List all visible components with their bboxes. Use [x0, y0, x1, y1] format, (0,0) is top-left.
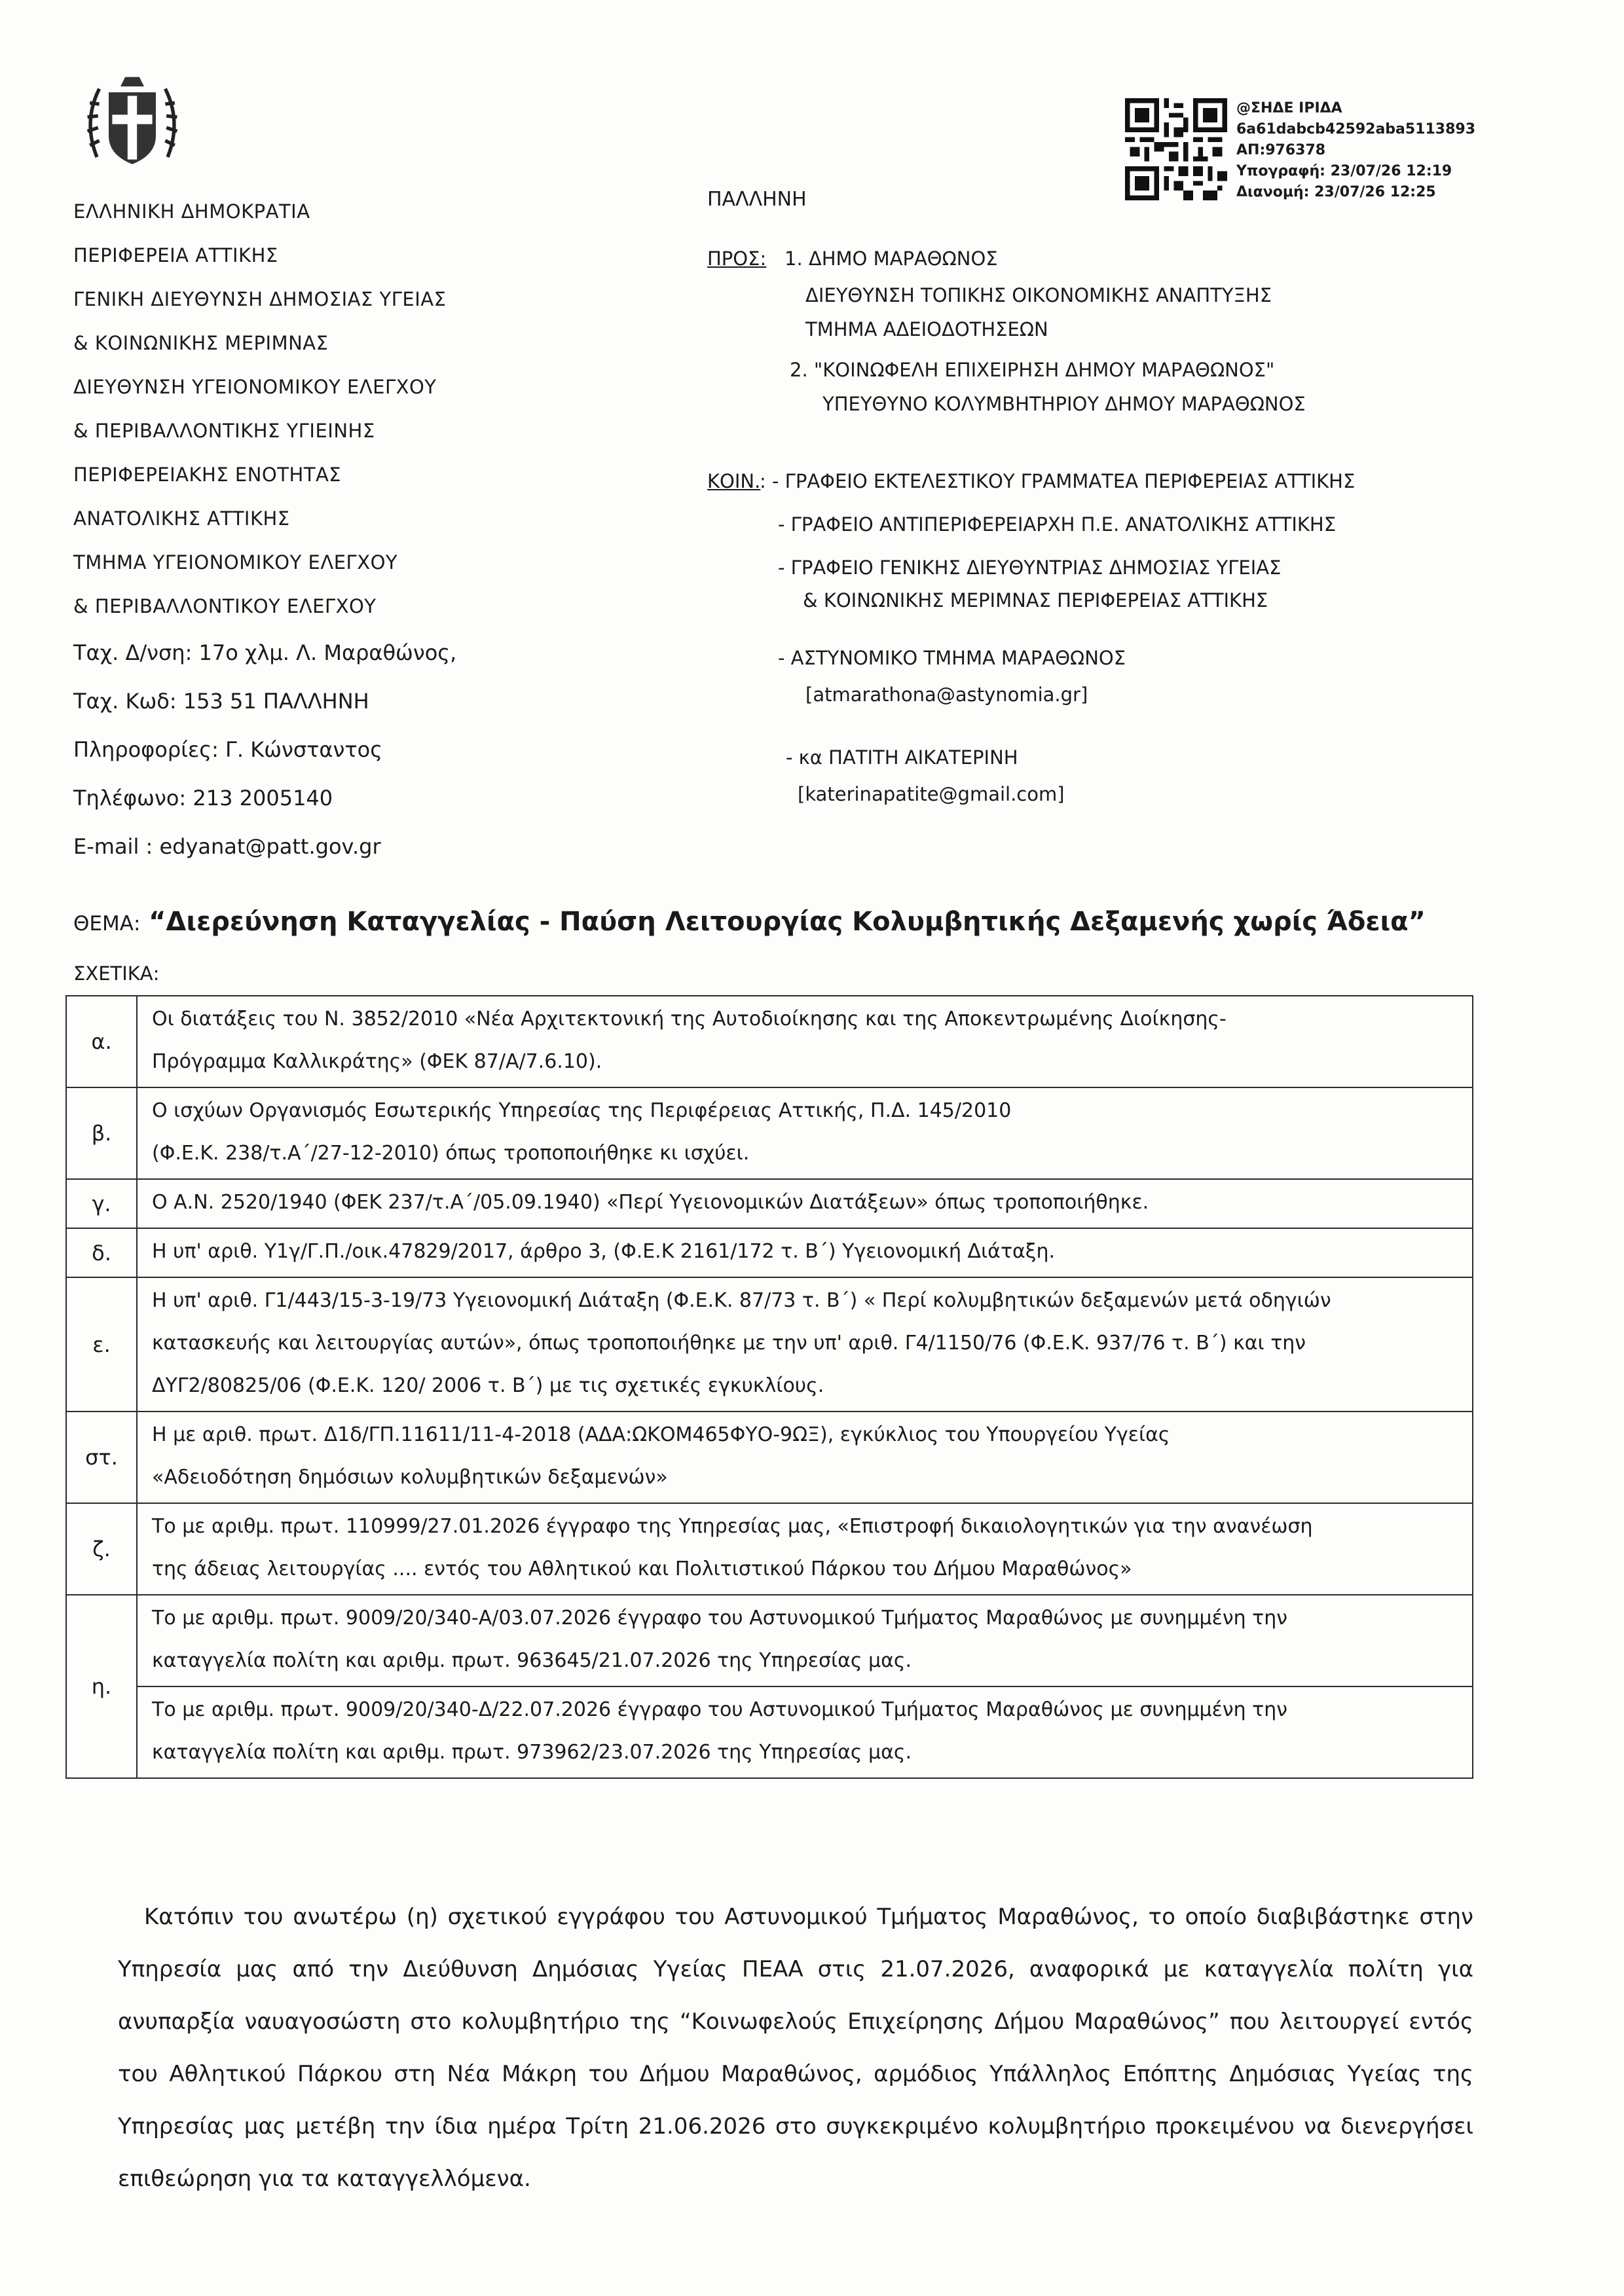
- qr-code: [1125, 98, 1227, 200]
- reference-key: β.: [66, 1087, 137, 1179]
- reference-text-line: Το με αριθμ. πρωτ. 9009/20/340-Δ/22.07.2026 έγγραφο του Αστυνομικού Τμήματος Μαραθώνος με συνημμένη την: [152, 1698, 1287, 1721]
- reference-row: [66, 1686, 1473, 1778]
- reference-text-line: Οι διατάξεις του Ν. 3852/2010 «Νέα Αρχιτεκτονική της Αυτοδιοίκησης και της Αποκεντρωμένης Διοίκησης-: [152, 1008, 1227, 1030]
- cc-recipient-continued: & ΚΟΙΝΩΝΙΚΗΣ ΜΕΡΙΜΝΑΣ ΠΕΡΙΦΕΡΕΙΑΣ ΑΤΤΙΚΗΣ: [803, 589, 1268, 611]
- protocol-stamp: [1236, 98, 1475, 203]
- reference-text-line: Το με αριθμ. πρωτ. 110999/27.01.2026 έγγραφο της Υπηρεσίας μας, «Επιστροφή δικαιολογητικών για την ανανέωση: [152, 1515, 1313, 1538]
- stamp-protocol-number: ΑΠ:976378: [1236, 142, 1326, 158]
- sender-line: & ΠΕΡΙΒΑΛΛΟΝΤΙΚΟΥ ΕΛΕΓΧΟΥ: [73, 595, 377, 617]
- reference-text-line: ΔΥΓ2/80825/06 (Φ.Ε.Κ. 120/ 2006 τ. Β΄) με τις σχετικές εγκυκλίους.: [152, 1374, 824, 1397]
- reference-text-line: (Φ.Ε.Κ. 238/τ.Α΄/27-12-2010) όπως τροποποιήθηκε κι ισχύει.: [152, 1142, 750, 1165]
- sender-line: ΔΙΕΥΘΥΝΣΗ ΥΓΕΙΟΝΟΜΙΚΟΥ ΕΛΕΓΧΟΥ: [73, 376, 437, 398]
- reference-row: [66, 1277, 1473, 1412]
- cc-recipient: - κα ΠΑΤΙΤΗ ΑΙΚΑΤΕΡΙΝΗ: [786, 746, 1018, 769]
- cc-recipient: : - ΓΡΑΦΕΙΟ ΕΚΤΕΛΕΣΤΙΚΟΥ ΓΡΑΜΜΑΤΕΑ ΠΕΡΙΦΕΡΕΙΑΣ ΑΤΤΙΚΗΣ: [760, 470, 1356, 492]
- cc-recipient-email: [atmarathona@astynomia.gr]: [805, 683, 1088, 706]
- stamp-signature-date: Υπογραφή: 23/07/26 12:19: [1236, 163, 1452, 179]
- sender-line: ΕΛΛΗΝΙΚΗ ΔΗΜΟΚΡΑΤΙΑ: [73, 200, 310, 223]
- cc-recipient: - ΓΡΑΦΕΙΟ ΑΝΤΙΠΕΡΙΦΕΡΕΙΑΡΧΗ Π.Ε. ΑΝΑΤΟΛΙΚΗΣ ΑΤΤΙΚΗΣ: [778, 513, 1337, 536]
- sender-line: & ΠΕΡΙΒΑΛΛΟΝΤΙΚΗΣ ΥΓΙΕΙΝΗΣ: [73, 420, 375, 442]
- sender-block: [73, 190, 456, 871]
- reference-key: α.: [66, 996, 137, 1087]
- cc-recipient: - ΑΣΤΥΝΟΜΙΚΟ ΤΜΗΜΑ ΜΑΡΑΘΩΝΟΣ: [778, 647, 1126, 669]
- reference-text: [137, 1179, 1473, 1228]
- reference-text: [137, 1595, 1473, 1686]
- sender-postal-code: Ταχ. Κωδ: 153 51 ΠΑΛΛΗΝΗ: [73, 689, 369, 714]
- sender-line: & ΚΟΙΝΩΝΙΚΗΣ ΜΕΡΙΜΝΑΣ: [73, 332, 329, 354]
- reference-text-line: Ο Α.Ν. 2520/1940 (ΦΕΚ 237/τ.Α΄/05.09.1940) «Περί Υγειονομικών Διατάξεων» όπως τροποποιήθηκε.: [152, 1191, 1149, 1214]
- reference-key: γ.: [66, 1179, 137, 1228]
- subject-label: ΘΕΜΑ:: [73, 912, 141, 936]
- reference-key: στ.: [66, 1412, 137, 1503]
- sender-line: ΑΝΑΤΟΛΙΚΗΣ ΑΤΤΙΚΗΣ: [73, 507, 290, 530]
- reference-text-line: Η με αριθ. πρωτ. Δ1δ/ΓΠ.11611/11-4-2018 (ΑΔΑ:ΩΚΟΜ465ΦΥΟ-9ΩΞ), εγκύκλιος του Υπουργείου Υγείας: [152, 1423, 1170, 1446]
- cc-label: ΚΟΙΝ.: [707, 470, 761, 492]
- references-table: [65, 995, 1473, 1779]
- reference-text-line: Η υπ' αριθ. Υ1γ/Γ.Π./οικ.47829/2017, άρθρο 3, (Φ.Ε.Κ 2161/172 τ. Β΄) Υγειονομική Διάταξη.: [152, 1240, 1056, 1263]
- reference-key: ζ.: [66, 1503, 137, 1595]
- to-recipient-1-department: ΤΜΗΜΑ ΑΔΕΙΟΔΟΤΗΣΕΩΝ: [805, 318, 1048, 340]
- reference-row: [66, 1412, 1473, 1503]
- greek-emblem-logo: [73, 63, 191, 181]
- body-text: [118, 1891, 1473, 2205]
- reference-text: [137, 1087, 1473, 1179]
- stamp-system: @ΣΗΔΕ ΙΡΙΔΑ: [1236, 100, 1342, 117]
- reference-text-line: «Αδειοδότηση δημόσιων κολυμβητικών δεξαμενών»: [152, 1466, 668, 1489]
- subject-line: [73, 907, 1426, 937]
- reference-text-line: Πρόγραμμα Καλλικράτης» (ΦΕΚ 87/Α/7.6.10).: [152, 1050, 602, 1073]
- reference-text-line: καταγγελία πολίτη και αριθμ. πρωτ. 973962/23.07.2026 της Υπηρεσίας μας.: [152, 1741, 912, 1764]
- sender-address: Ταχ. Δ/νση: 17ο χλμ. Λ. Μαραθώνος,: [73, 640, 457, 665]
- reference-key: δ.: [66, 1228, 137, 1277]
- sender-info: Πληροφορίες: Γ. Κώνσταντος: [73, 737, 382, 762]
- reference-text-line: καταγγελία πολίτη και αριθμ. πρωτ. 963645/21.07.2026 της Υπηρεσίας μας.: [152, 1649, 912, 1672]
- reference-text: [137, 996, 1473, 1087]
- sender-line: ΓΕΝΙΚΗ ΔΙΕΥΘΥΝΣΗ ΔΗΜΟΣΙΑΣ ΥΓΕΙΑΣ: [73, 288, 447, 310]
- to-recipient-1-division: ΔΙΕΥΘΥΝΣΗ ΤΟΠΙΚΗΣ ΟΙΚΟΝΟΜΙΚΗΣ ΑΝΑΠΤΥΞΗΣ: [805, 284, 1272, 306]
- reference-text: [137, 1686, 1473, 1778]
- reference-text: [137, 1503, 1473, 1595]
- reference-row: [66, 1503, 1473, 1595]
- reference-text: [137, 1277, 1473, 1412]
- reference-key: η.: [66, 1595, 137, 1778]
- sender-line: ΠΕΡΙΦΕΡΕΙΑΚΗΣ ΕΝΟΤΗΤΑΣ: [73, 464, 342, 486]
- reference-row: [66, 1228, 1473, 1277]
- sender-line: ΤΜΗΜΑ ΥΓΕΙΟΝΟΜΙΚΟΥ ΕΛΕΓΧΟΥ: [73, 551, 398, 574]
- to-recipient-1: 1. ΔΗΜΟ ΜΑΡΑΘΩΝΟΣ: [784, 247, 998, 270]
- body-paragraph: Κατόπιν του ανωτέρω (η) σχετικού εγγράφου του Αστυνομικού Τμήματος Μαραθώνος, το οποίο διαβιβάστηκε στην Υπηρεσία μας από την Διεύθυνση Δημόσιας Υγείας ΠΕΑΑ στις 21.07.2026, αναφορικά με καταγγελία πολίτη για ανυπαρξία ναυαγοσώστη στο κολυμβητήριο της “Κοινωφελούς Επιχείρησης Δήμου Μαραθώνος” που λειτουργεί εντός του Αθλητικού Πάρκου στη Νέα Μάκρη του Δήμου Μαραθώνος, αρμόδιος Υπάλληλος Επόπτης Δημόσιας Υγείας της Υπηρεσίας μας μετέβη την ίδια ημέρα Τρίτη 21.06.2026 στο συγκεκριμένο κολυμβητήριο προκειμένου να διενεργήσει επιθεώρηση για τα καταγγελλόμενα.: [118, 1904, 1473, 2192]
- reference-key: ε.: [66, 1277, 137, 1412]
- reference-text-line: της άδειας λειτουργίας .... εντός του Αθλητικού και Πολιτιστικού Πάρκου του Δήμου Μαραθώνος»: [152, 1558, 1132, 1580]
- to-label: ΠΡΟΣ:: [707, 247, 767, 270]
- reference-row: [66, 996, 1473, 1087]
- sender-line: ΠΕΡΙΦΕΡΕΙΑ ΑΤΤΙΚΗΣ: [73, 244, 278, 266]
- reference-text-line: Η υπ' αριθ. Γ1/443/15-3-19/73 Υγειονομική Διάταξη (Φ.Ε.Κ. 87/73 τ. Β΄) « Περί κολυμβητικών δεξαμενών μετά οδηγιών: [152, 1289, 1331, 1312]
- subject-text: “Διερεύνηση Καταγγελίας - Παύση Λειτουργίας Κολυμβητικής Δεξαμενής χωρίς Άδεια”: [149, 907, 1426, 937]
- to-recipient-2-unit: ΥΠΕΥΘΥΝΟ ΚΟΛΥΜΒΗΤΗΡΙΟΥ ΔΗΜΟΥ ΜΑΡΑΘΩΝΟΣ: [822, 393, 1306, 415]
- reference-text: [137, 1412, 1473, 1503]
- related-label: ΣΧΕΤΙΚΑ:: [73, 962, 160, 985]
- stamp-hash: 6a61dabcb42592aba5113893: [1236, 121, 1476, 137]
- city: ΠΑΛΛΗΝΗ: [707, 188, 807, 211]
- reference-text-line: κατασκευής και λειτουργίας αυτών», όπως τροποποιήθηκε με την υπ' αριθ. Γ4/1150/76 (Φ.Ε.Κ. 937/76 τ. Β΄) και την: [152, 1332, 1306, 1355]
- cc-recipient: - ΓΡΑΦΕΙΟ ΓΕΝΙΚΗΣ ΔΙΕΥΘΥΝΤΡΙΑΣ ΔΗΜΟΣΙΑΣ ΥΓΕΙΑΣ: [778, 556, 1282, 579]
- reference-row: [66, 1179, 1473, 1228]
- reference-text-line: Το με αριθμ. πρωτ. 9009/20/340-Α/03.07.2026 έγγραφο του Αστυνομικού Τμήματος Μαραθώνος με συνημμένη την: [152, 1607, 1287, 1630]
- reference-text-line: Ο ισχύων Οργανισμός Εσωτερικής Υπηρεσίας της Περιφέρειας Αττικής, Π.Δ. 145/2010: [152, 1099, 1012, 1122]
- cc-recipient-email: [katerinapatite@gmail.com]: [798, 783, 1065, 805]
- sender-phone: Τηλέφωνο: 213 2005140: [73, 786, 333, 811]
- reference-text: [137, 1228, 1473, 1277]
- sender-email: E-mail : edyanat@patt.gov.gr: [73, 834, 381, 859]
- to-recipient-2: 2. "ΚΟΙΝΩΦΕΛΗ ΕΠΙΧΕΙΡΗΣΗ ΔΗΜΟΥ ΜΑΡΑΘΩΝΟΣ": [790, 359, 1275, 381]
- stamp-distribution-date: Διανομή: 23/07/26 12:25: [1236, 184, 1436, 200]
- reference-row: [66, 1595, 1473, 1686]
- reference-row: [66, 1087, 1473, 1179]
